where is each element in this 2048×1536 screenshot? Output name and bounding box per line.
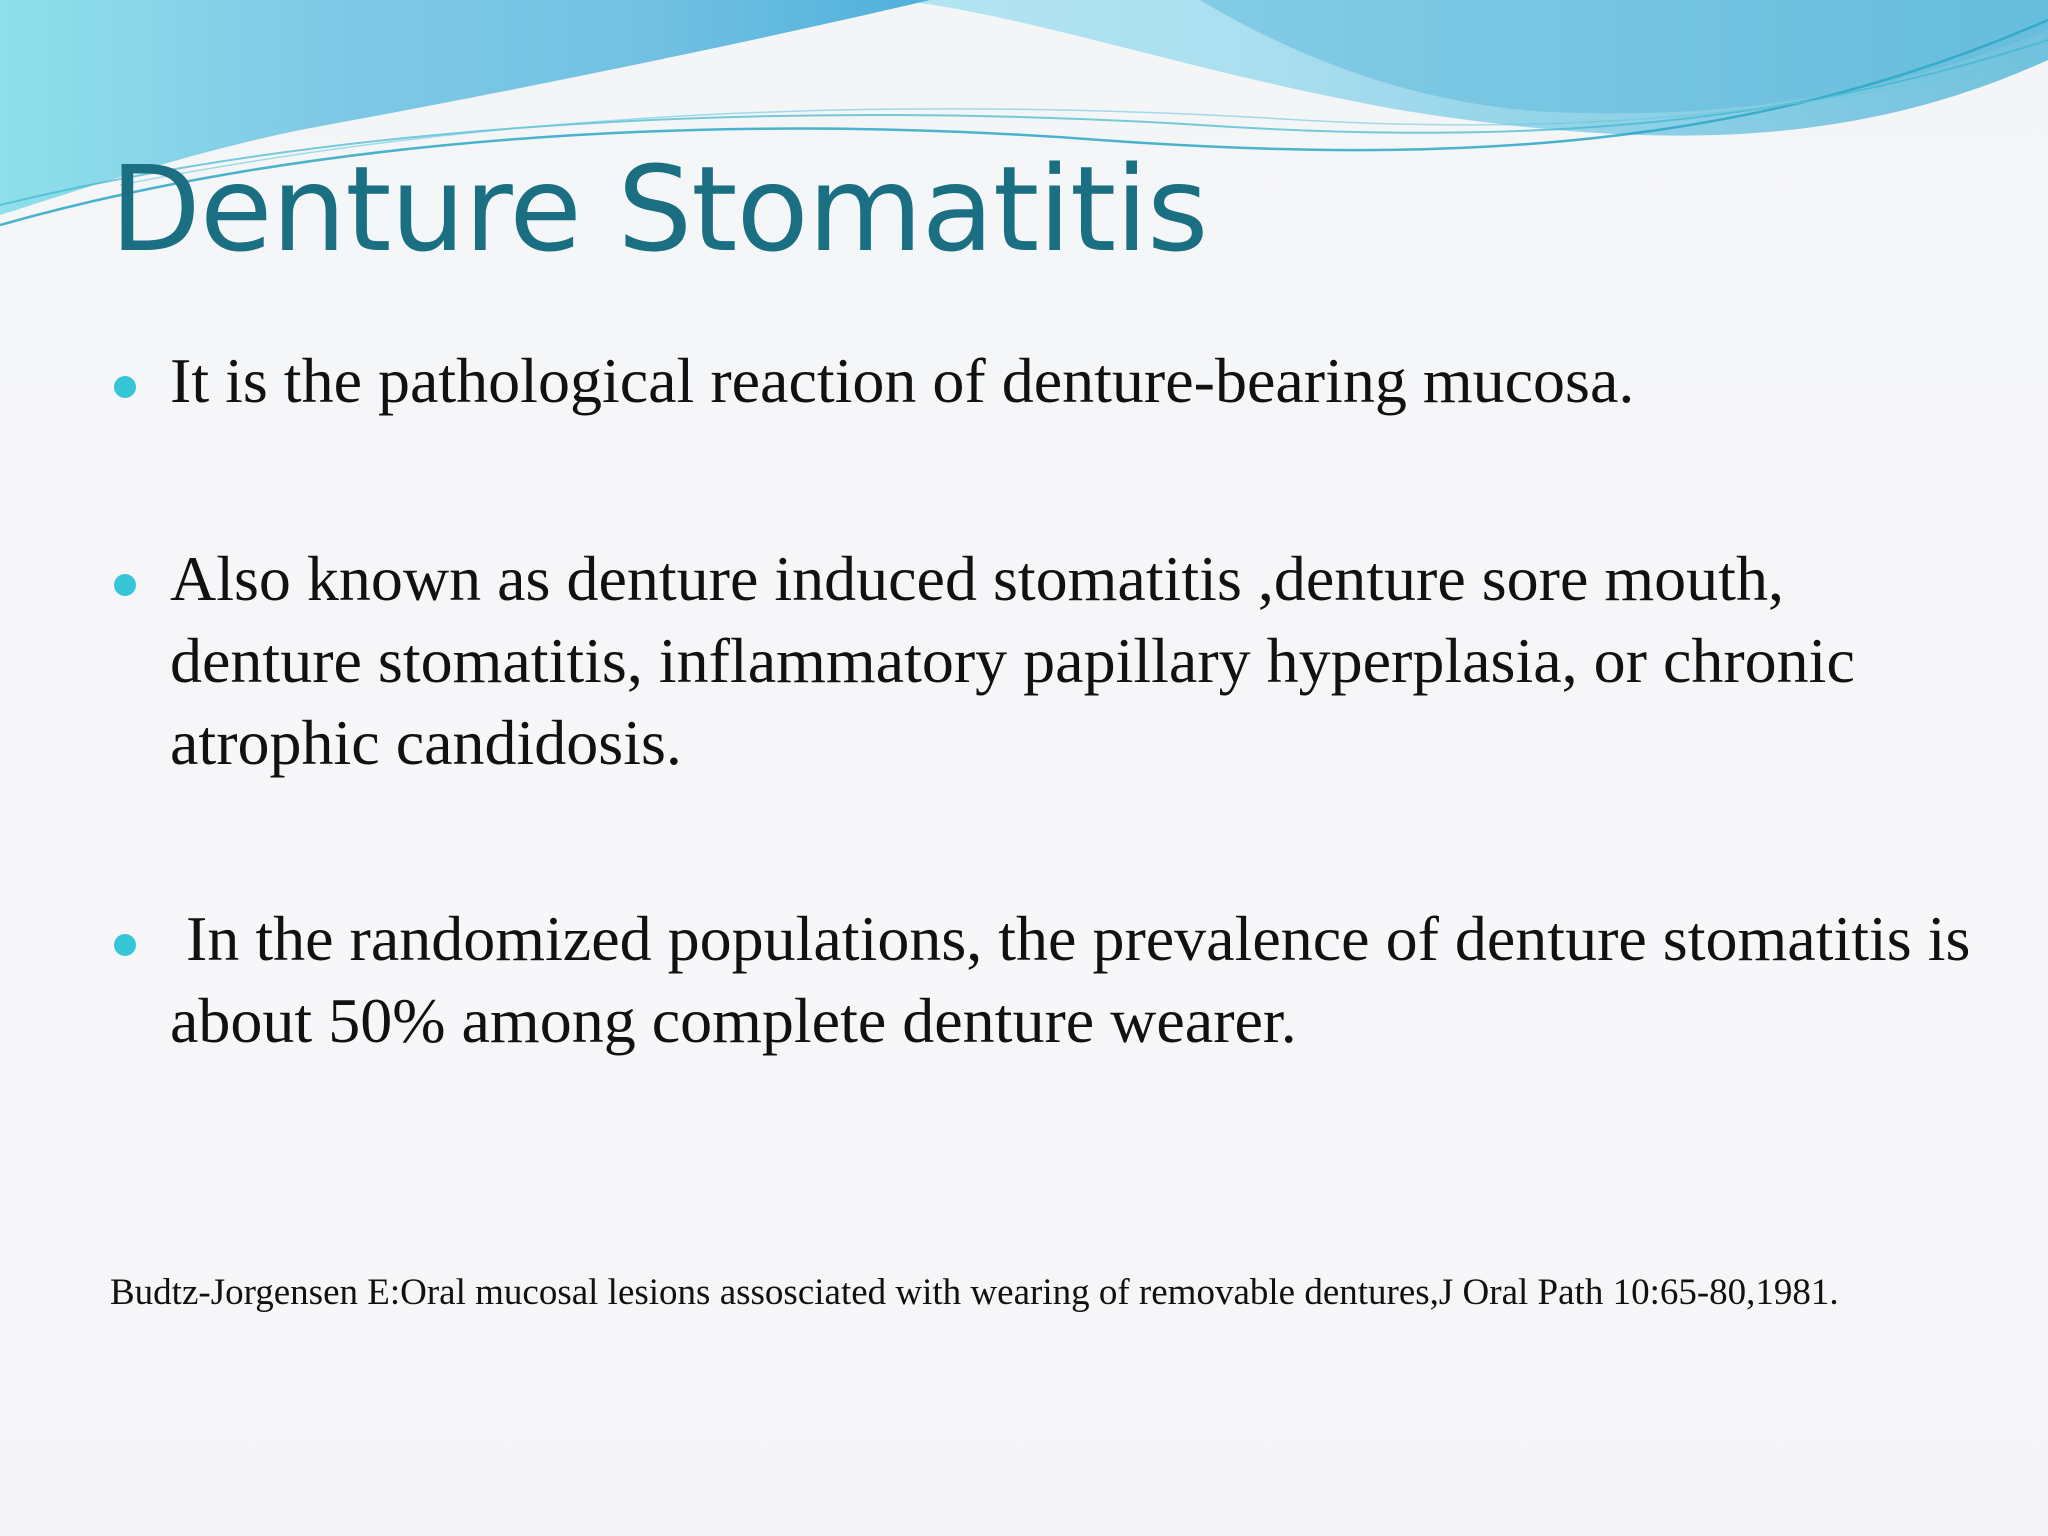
bullet-icon (114, 376, 136, 398)
bullet-icon (114, 574, 136, 596)
bullet-text: In the randomized populations, the prevalence of denture stomatitis is about 50% among complete denture wearer. (170, 903, 1987, 1056)
bullet-text: Also known as denture induced stomatitis ,denture sore mouth, denture stomatitis, inflammatory papillary hyperplasia, or chronic atrophic candidosis. (170, 543, 1855, 778)
bullet-icon (114, 934, 136, 956)
citation: Budtz-Jorgensen E:Oral mucosal lesions assosciated with wearing of removable dentures,J Oral Path 10:65-80,1981. (110, 1272, 1839, 1313)
slide-title: Denture Stomatitis (110, 140, 1208, 278)
bullet-text: It is the pathological reaction of denture-bearing mucosa. (170, 345, 1635, 416)
